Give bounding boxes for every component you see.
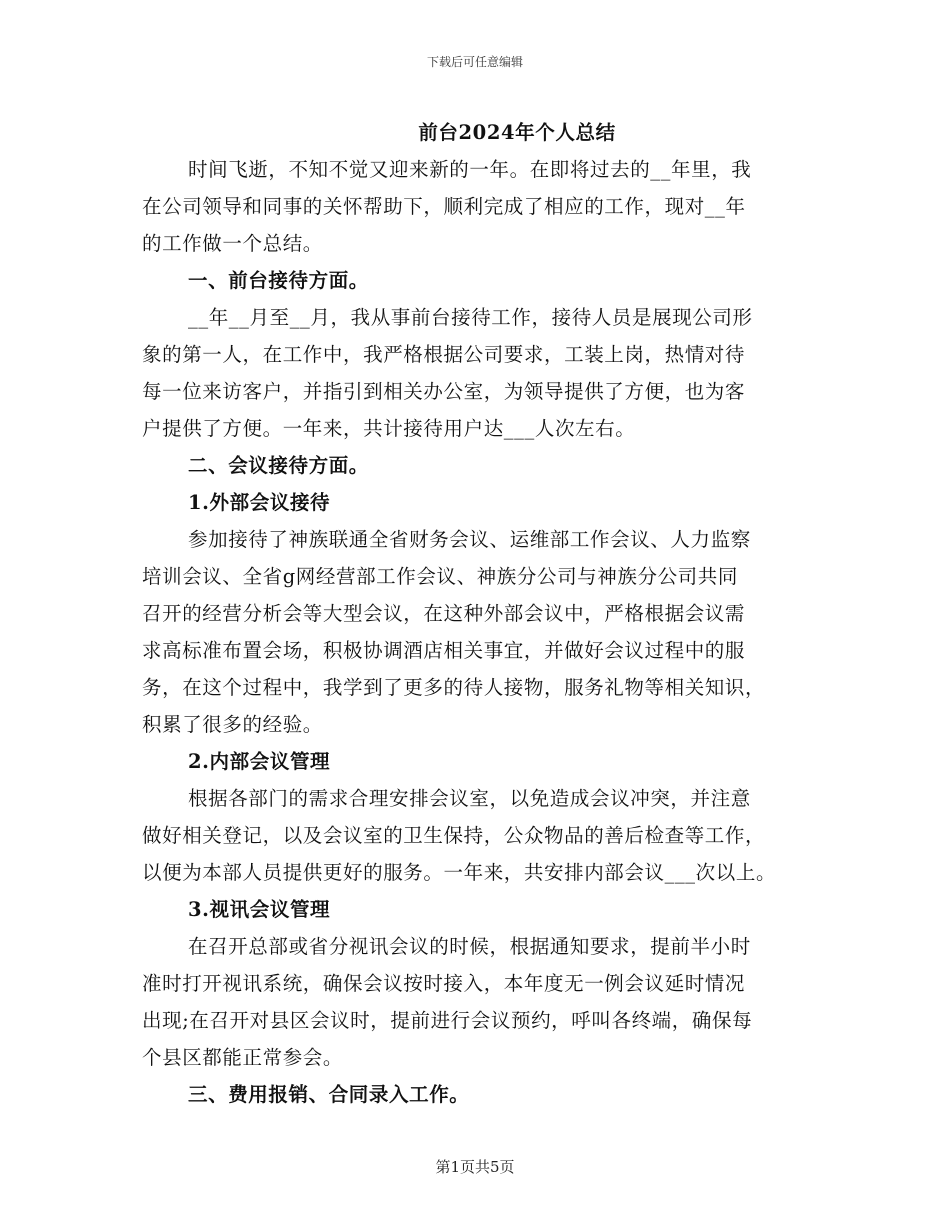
- text-line: 求高标准布置会场，积极协调酒店相关事宜，并做好会议过程中的服: [142, 639, 746, 662]
- section-heading: 2.内部会议管理: [188, 750, 331, 773]
- text-line: 在公司领导和同事的关怀帮助下，顺利完成了相应的工作，现对__年: [142, 195, 746, 218]
- text-line: 参加接待了神族联通全省财务会议、运维部工作会议、人力监察: [188, 528, 751, 551]
- text-line: 以便为本部人员提供更好的服务。一年来，共安排内部会议___次以上。: [142, 861, 777, 884]
- section-heading: 三、费用报销、合同录入工作。: [188, 1083, 470, 1106]
- text-line: 做好相关登记，以及会议室的卫生保持，公众物品的善后检查等工作，: [142, 824, 766, 847]
- text-line: 根据各部门的需求合理安排会议室，以免造成会议冲突，并注意: [188, 787, 751, 810]
- text-line: 象的第一人，在工作中，我严格根据公司要求，工装上岗，热情对待: [142, 343, 746, 366]
- text-line: 在召开总部或省分视讯会议的时候，根据通知要求，提前半小时: [188, 935, 751, 958]
- section-heading: 一、前台接待方面。: [188, 269, 369, 292]
- text-line: 务，在这个过程中，我学到了更多的待人接物，服务礼物等相关知识，: [142, 676, 766, 699]
- paragraph-lines: [142, 151, 822, 1113]
- text-line: 积累了很多的经验。: [142, 713, 323, 736]
- text-line: 的工作做一个总结。: [142, 232, 323, 255]
- page-footer-number: 第1页共5页: [435, 1158, 515, 1176]
- text-line: 召开的经营分析会等大型会议，在这种外部会议中，严格根据会议需: [142, 602, 746, 625]
- section-heading: 1.外部会议接待: [188, 491, 331, 514]
- text-line: 户提供了方便。一年来，共计接待用户达___人次左右。: [142, 417, 636, 440]
- text-line: __年__月至__月，我从事前台接待工作，接待人员是展现公司形: [188, 306, 753, 329]
- document-title: 前台2024年个人总结: [418, 121, 616, 144]
- document-body: [142, 114, 822, 1113]
- text-line: 培训会议、全省g网经营部工作会议、神族分公司与神族分公司共同: [142, 565, 738, 588]
- text-line: 时间飞逝，不知不觉又迎来新的一年。在即将过去的__年里，我: [188, 158, 752, 181]
- text-line: 个县区都能正常参会。: [142, 1046, 344, 1069]
- page-header-note: 下载后可任意编辑: [426, 55, 523, 69]
- text-line: 每一位来访客户，并指引到相关办公室，为领导提供了方便，也为客: [142, 380, 746, 403]
- text-line: 准时打开视讯系统，确保会议按时接入，本年度无一例会议延时情况: [142, 972, 746, 995]
- section-heading: 3.视讯会议管理: [188, 898, 331, 921]
- text-line: 出现;在召开对县区会议时，提前进行会议预约，呼叫各终端，确保每: [142, 1009, 753, 1032]
- section-heading: 二、会议接待方面。: [188, 454, 369, 477]
